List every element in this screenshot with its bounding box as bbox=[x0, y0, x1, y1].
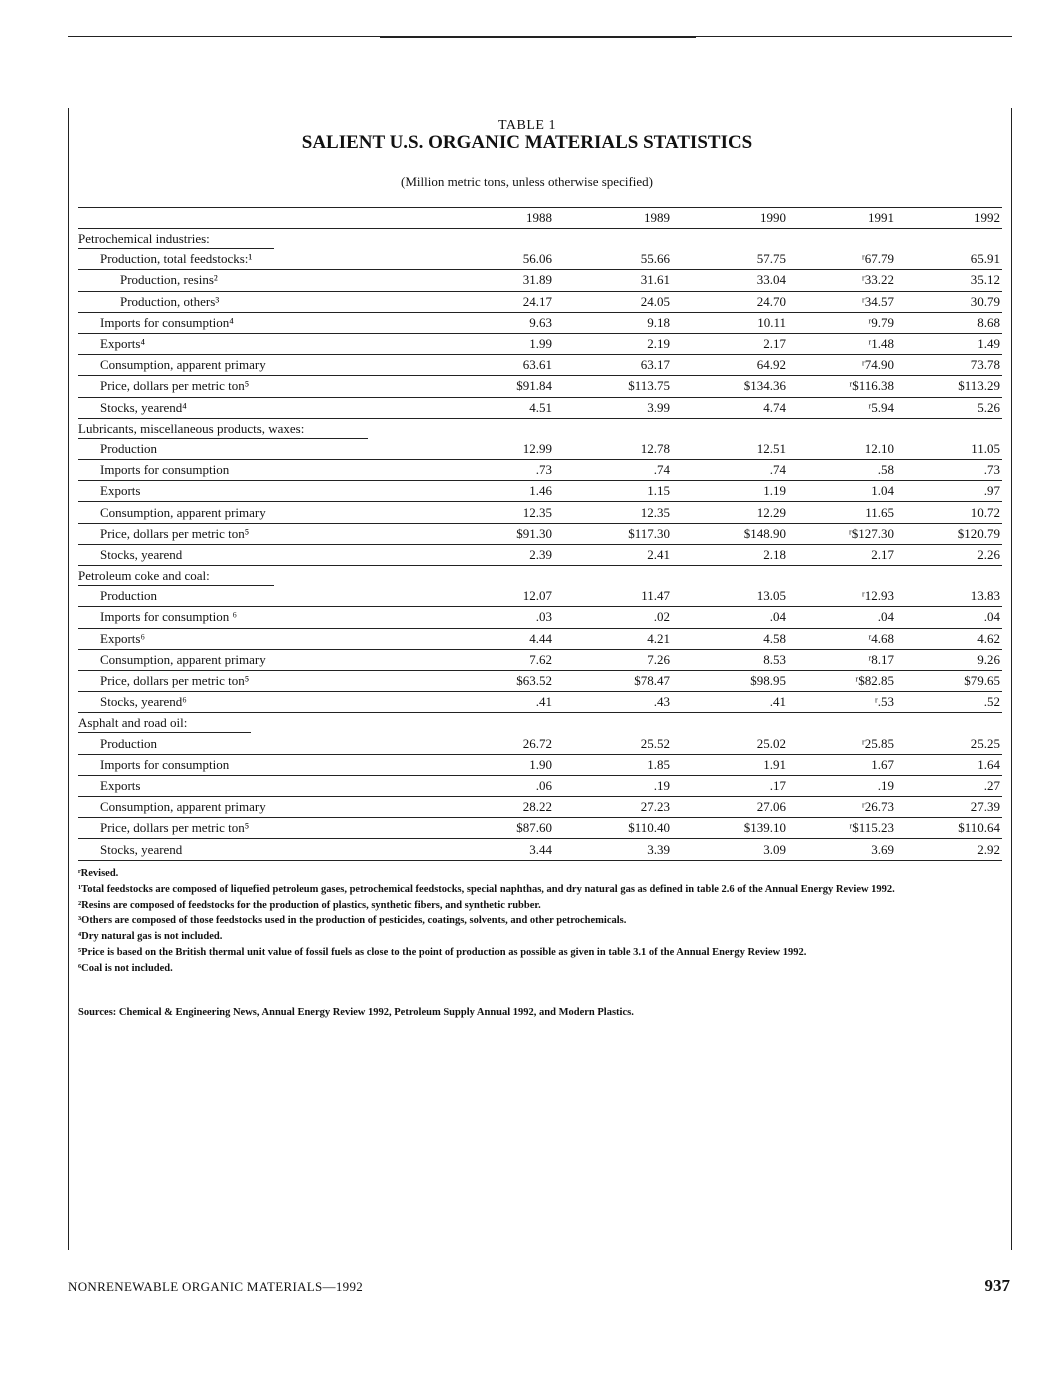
row-label: Consumption, apparent primary bbox=[78, 502, 434, 523]
value-cell: ʳ33.22 bbox=[788, 270, 896, 291]
table-row bbox=[78, 586, 1002, 607]
value-cell: .19 bbox=[788, 775, 896, 796]
value-cell: 12.51 bbox=[672, 439, 788, 460]
value-cell: $120.79 bbox=[896, 523, 1002, 544]
value-cell: 25.25 bbox=[896, 734, 1002, 755]
value-cell: ʳ$116.38 bbox=[788, 376, 896, 397]
value-cell: 2.92 bbox=[896, 839, 1002, 860]
empty-cell bbox=[554, 229, 672, 250]
row-label: Consumption, apparent primary bbox=[78, 649, 434, 670]
value-cell: ʳ$115.23 bbox=[788, 818, 896, 839]
value-cell: 3.44 bbox=[434, 839, 554, 860]
value-cell: .58 bbox=[788, 460, 896, 481]
value-cell: .02 bbox=[554, 607, 672, 628]
row-label: Exports⁶ bbox=[78, 628, 434, 649]
table-row bbox=[78, 797, 1002, 818]
table-subtitle: (Million metric tons, unless otherwise specified) bbox=[400, 174, 653, 189]
value-cell: 31.89 bbox=[434, 270, 554, 291]
value-cell: .52 bbox=[896, 692, 1002, 713]
table-row bbox=[78, 291, 1002, 312]
table-row bbox=[78, 607, 1002, 628]
value-cell: .73 bbox=[896, 460, 1002, 481]
value-cell: 3.39 bbox=[554, 839, 672, 860]
value-cell: 12.07 bbox=[434, 586, 554, 607]
section-heading-row bbox=[78, 229, 1002, 250]
empty-cell bbox=[434, 229, 554, 250]
row-label: Exports bbox=[78, 775, 434, 796]
section-heading: Asphalt and road oil: bbox=[78, 713, 251, 733]
empty-cell bbox=[554, 566, 672, 587]
value-cell: 5.26 bbox=[896, 397, 1002, 418]
value-cell: .06 bbox=[434, 775, 554, 796]
table-row bbox=[78, 502, 1002, 523]
value-cell: 31.61 bbox=[554, 270, 672, 291]
value-cell: 30.79 bbox=[896, 291, 1002, 312]
table-row bbox=[78, 649, 1002, 670]
empty-cell bbox=[672, 713, 788, 734]
value-cell: 1.99 bbox=[434, 333, 554, 354]
row-label: Stocks, yearend bbox=[78, 839, 434, 860]
table-row bbox=[78, 355, 1002, 376]
table-row bbox=[78, 818, 1002, 839]
value-cell: 24.17 bbox=[434, 291, 554, 312]
value-cell: 4.51 bbox=[434, 397, 554, 418]
table-row bbox=[78, 544, 1002, 565]
table-row bbox=[78, 270, 1002, 291]
table-number: TABLE 1 bbox=[498, 118, 556, 133]
table-row bbox=[78, 333, 1002, 354]
value-cell: ʳ5.94 bbox=[788, 397, 896, 418]
value-cell: ʳ34.57 bbox=[788, 291, 896, 312]
row-label: Stocks, yearend⁴ bbox=[78, 397, 434, 418]
value-cell: 12.29 bbox=[672, 502, 788, 523]
table-row bbox=[78, 523, 1002, 544]
value-cell: 4.44 bbox=[434, 628, 554, 649]
year-header: 1990 bbox=[672, 208, 788, 229]
value-cell: $139.10 bbox=[672, 818, 788, 839]
value-cell: 26.72 bbox=[434, 734, 554, 755]
running-title: NONRENEWABLE ORGANIC MATERIALS—1992 bbox=[68, 1279, 364, 1294]
empty-cell bbox=[672, 566, 788, 587]
footnotes bbox=[78, 866, 1002, 977]
section-heading-cell bbox=[78, 229, 434, 250]
value-cell: 35.12 bbox=[896, 270, 1002, 291]
value-cell: 1.49 bbox=[896, 333, 1002, 354]
value-cell: $148.90 bbox=[672, 523, 788, 544]
table-row bbox=[78, 775, 1002, 796]
row-label: Production, total feedstocks:¹ bbox=[78, 249, 434, 270]
footnote: ¹Total feedstocks are composed of liquefied petroleum gases, petrochemical feedstocks, special naphthas, and dry natural gas as defined in table 2.6 of the Annual Energy Review 1992. bbox=[78, 883, 895, 895]
value-cell: $110.64 bbox=[896, 818, 1002, 839]
empty-cell bbox=[896, 713, 1002, 734]
top-rule-accent bbox=[380, 36, 696, 38]
value-cell: $79.65 bbox=[896, 670, 1002, 691]
value-cell: $91.30 bbox=[434, 523, 554, 544]
row-label: Production, others³ bbox=[78, 291, 434, 312]
section-heading: Lubricants, miscellaneous products, waxes: bbox=[78, 419, 368, 439]
value-cell: 12.10 bbox=[788, 439, 896, 460]
value-cell: .43 bbox=[554, 692, 672, 713]
section-heading-cell bbox=[78, 418, 434, 439]
value-cell: 65.91 bbox=[896, 249, 1002, 270]
value-cell: 11.47 bbox=[554, 586, 672, 607]
empty-cell bbox=[896, 566, 1002, 587]
empty-cell bbox=[672, 418, 788, 439]
value-cell: $87.60 bbox=[434, 818, 554, 839]
value-cell: .04 bbox=[672, 607, 788, 628]
value-cell: 3.69 bbox=[788, 839, 896, 860]
empty-cell bbox=[788, 566, 896, 587]
table-row bbox=[78, 312, 1002, 333]
value-cell: 1.67 bbox=[788, 754, 896, 775]
table-row bbox=[78, 839, 1002, 860]
value-cell: .04 bbox=[896, 607, 1002, 628]
table-row bbox=[78, 397, 1002, 418]
year-header-row bbox=[78, 208, 1002, 229]
value-cell: .03 bbox=[434, 607, 554, 628]
row-label: Production, resins² bbox=[78, 270, 434, 291]
value-cell: 1.85 bbox=[554, 754, 672, 775]
footnote: ²Resins are composed of feedstocks for the production of plastics, synthetic fibers, and synthetic rubber. bbox=[78, 899, 541, 911]
value-cell: $117.30 bbox=[554, 523, 672, 544]
value-cell: 12.35 bbox=[554, 502, 672, 523]
footnote: ⁴Dry natural gas is not included. bbox=[78, 931, 223, 943]
row-label: Imports for consumption ⁶ bbox=[78, 607, 434, 628]
table-row bbox=[78, 439, 1002, 460]
value-cell: 2.41 bbox=[554, 544, 672, 565]
value-cell: .74 bbox=[554, 460, 672, 481]
empty-cell bbox=[896, 418, 1002, 439]
value-cell: ʳ$82.85 bbox=[788, 670, 896, 691]
value-cell: 4.74 bbox=[672, 397, 788, 418]
value-cell: 12.99 bbox=[434, 439, 554, 460]
value-cell: 1.64 bbox=[896, 754, 1002, 775]
empty-cell bbox=[788, 229, 896, 250]
value-cell: 2.26 bbox=[896, 544, 1002, 565]
row-label: Stocks, yearend bbox=[78, 544, 434, 565]
value-cell: 1.90 bbox=[434, 754, 554, 775]
value-cell: 55.66 bbox=[554, 249, 672, 270]
value-cell: 24.05 bbox=[554, 291, 672, 312]
footnote: ⁶Coal is not included. bbox=[78, 962, 173, 974]
value-cell: 13.83 bbox=[896, 586, 1002, 607]
value-cell: $113.75 bbox=[554, 376, 672, 397]
table-body bbox=[78, 229, 1002, 861]
value-cell: $78.47 bbox=[554, 670, 672, 691]
value-cell: 24.70 bbox=[672, 291, 788, 312]
value-cell: ʳ1.48 bbox=[788, 333, 896, 354]
row-label: Stocks, yearend⁶ bbox=[78, 692, 434, 713]
empty-cell bbox=[896, 229, 1002, 250]
value-cell: 27.06 bbox=[672, 797, 788, 818]
row-label: Production bbox=[78, 439, 434, 460]
value-cell: 12.35 bbox=[434, 502, 554, 523]
value-cell: 1.19 bbox=[672, 481, 788, 502]
table-row bbox=[78, 460, 1002, 481]
value-cell: 2.17 bbox=[788, 544, 896, 565]
footnote: ʳRevised. bbox=[78, 868, 119, 879]
value-cell: .97 bbox=[896, 481, 1002, 502]
value-cell: 8.53 bbox=[672, 649, 788, 670]
year-header: 1988 bbox=[434, 208, 554, 229]
row-label: Price, dollars per metric ton⁵ bbox=[78, 818, 434, 839]
value-cell: $113.29 bbox=[896, 376, 1002, 397]
value-cell: $110.40 bbox=[554, 818, 672, 839]
year-header: 1989 bbox=[554, 208, 672, 229]
value-cell: ʳ74.90 bbox=[788, 355, 896, 376]
row-label: Imports for consumption bbox=[78, 460, 434, 481]
page-number: 937 bbox=[984, 1276, 1010, 1295]
footnote: ³Others are composed of those feedstocks used in the production of pesticides, coatings, solvents, and other petrochemicals. bbox=[78, 915, 627, 927]
right-margin-rule bbox=[1011, 108, 1012, 1250]
empty-cell bbox=[554, 713, 672, 734]
value-cell: 9.26 bbox=[896, 649, 1002, 670]
value-cell: 2.39 bbox=[434, 544, 554, 565]
section-heading-row bbox=[78, 418, 1002, 439]
empty-cell bbox=[672, 229, 788, 250]
table-row bbox=[78, 692, 1002, 713]
value-cell: ʳ4.68 bbox=[788, 628, 896, 649]
value-cell: 7.26 bbox=[554, 649, 672, 670]
section-heading: Petroleum coke and coal: bbox=[78, 566, 274, 586]
value-cell: 33.04 bbox=[672, 270, 788, 291]
value-cell: ʳ67.79 bbox=[788, 249, 896, 270]
value-cell: .17 bbox=[672, 775, 788, 796]
section-heading-cell bbox=[78, 566, 434, 587]
table-title: SALIENT U.S. ORGANIC MATERIALS STATISTICS bbox=[301, 132, 753, 153]
left-margin-rule bbox=[68, 108, 69, 1250]
section-heading-cell bbox=[78, 713, 434, 734]
value-cell: 27.39 bbox=[896, 797, 1002, 818]
year-header: 1992 bbox=[896, 208, 1002, 229]
value-cell: ʳ$127.30 bbox=[788, 523, 896, 544]
statistics-table bbox=[78, 207, 1002, 861]
value-cell: ʳ.53 bbox=[788, 692, 896, 713]
footnote: ⁵Price is based on the British thermal unit value of fossil fuels as close to the point of production as possible as given in table 3.1 of the Annual Energy Review 1992. bbox=[78, 946, 807, 958]
value-cell: 1.91 bbox=[672, 754, 788, 775]
value-cell: .41 bbox=[434, 692, 554, 713]
empty-cell bbox=[434, 566, 554, 587]
row-label: Price, dollars per metric ton⁵ bbox=[78, 376, 434, 397]
value-cell: ʳ25.85 bbox=[788, 734, 896, 755]
value-cell: 56.06 bbox=[434, 249, 554, 270]
value-cell: ʳ8.17 bbox=[788, 649, 896, 670]
value-cell: 25.02 bbox=[672, 734, 788, 755]
value-cell: 64.92 bbox=[672, 355, 788, 376]
section-heading-row bbox=[78, 713, 1002, 734]
value-cell: 1.46 bbox=[434, 481, 554, 502]
value-cell: 57.75 bbox=[672, 249, 788, 270]
table-row bbox=[78, 628, 1002, 649]
value-cell: 3.09 bbox=[672, 839, 788, 860]
value-cell: 9.63 bbox=[434, 312, 554, 333]
section-heading: Petrochemical industries: bbox=[78, 229, 274, 249]
value-cell: 28.22 bbox=[434, 797, 554, 818]
empty-cell bbox=[788, 418, 896, 439]
value-cell: 3.99 bbox=[554, 397, 672, 418]
value-cell: 63.17 bbox=[554, 355, 672, 376]
value-cell: ʳ12.93 bbox=[788, 586, 896, 607]
value-cell: 12.78 bbox=[554, 439, 672, 460]
row-label: Price, dollars per metric ton⁵ bbox=[78, 523, 434, 544]
row-label: Imports for consumption⁴ bbox=[78, 312, 434, 333]
row-label-header bbox=[78, 208, 434, 229]
value-cell: ʳ26.73 bbox=[788, 797, 896, 818]
value-cell: 1.15 bbox=[554, 481, 672, 502]
value-cell: 8.68 bbox=[896, 312, 1002, 333]
value-cell: .19 bbox=[554, 775, 672, 796]
empty-cell bbox=[434, 418, 554, 439]
value-cell: 1.04 bbox=[788, 481, 896, 502]
value-cell: 7.62 bbox=[434, 649, 554, 670]
table-row bbox=[78, 249, 1002, 270]
value-cell: 2.19 bbox=[554, 333, 672, 354]
value-cell: 73.78 bbox=[896, 355, 1002, 376]
table-row bbox=[78, 670, 1002, 691]
row-label: Production bbox=[78, 734, 434, 755]
value-cell: .74 bbox=[672, 460, 788, 481]
row-label: Exports bbox=[78, 481, 434, 502]
value-cell: $98.95 bbox=[672, 670, 788, 691]
year-header: 1991 bbox=[788, 208, 896, 229]
value-cell: $63.52 bbox=[434, 670, 554, 691]
table-row bbox=[78, 376, 1002, 397]
value-cell: 4.58 bbox=[672, 628, 788, 649]
row-label: Consumption, apparent primary bbox=[78, 797, 434, 818]
value-cell: 2.17 bbox=[672, 333, 788, 354]
value-cell: 63.61 bbox=[434, 355, 554, 376]
value-cell: .41 bbox=[672, 692, 788, 713]
empty-cell bbox=[788, 713, 896, 734]
value-cell: $134.36 bbox=[672, 376, 788, 397]
value-cell: 11.65 bbox=[788, 502, 896, 523]
value-cell: 9.18 bbox=[554, 312, 672, 333]
row-label: Exports⁴ bbox=[78, 333, 434, 354]
value-cell: .04 bbox=[788, 607, 896, 628]
value-cell: 27.23 bbox=[554, 797, 672, 818]
table-row bbox=[78, 734, 1002, 755]
value-cell: 4.21 bbox=[554, 628, 672, 649]
row-label: Production bbox=[78, 586, 434, 607]
value-cell: 25.52 bbox=[554, 734, 672, 755]
row-label: Consumption, apparent primary bbox=[78, 355, 434, 376]
row-label: Imports for consumption bbox=[78, 754, 434, 775]
section-heading-row bbox=[78, 566, 1002, 587]
sources-note: Sources: Chemical & Engineering News, Annual Energy Review 1992, Petroleum Supply Annual 1992, and Modern Plastics. bbox=[78, 1007, 634, 1018]
value-cell: 10.11 bbox=[672, 312, 788, 333]
value-cell: 11.05 bbox=[896, 439, 1002, 460]
value-cell: 13.05 bbox=[672, 586, 788, 607]
value-cell: 2.18 bbox=[672, 544, 788, 565]
value-cell: $91.84 bbox=[434, 376, 554, 397]
value-cell: .27 bbox=[896, 775, 1002, 796]
empty-cell bbox=[434, 713, 554, 734]
value-cell: 10.72 bbox=[896, 502, 1002, 523]
table-row bbox=[78, 481, 1002, 502]
empty-cell bbox=[554, 418, 672, 439]
table-row bbox=[78, 754, 1002, 775]
value-cell: 4.62 bbox=[896, 628, 1002, 649]
value-cell: .73 bbox=[434, 460, 554, 481]
value-cell: ʳ9.79 bbox=[788, 312, 896, 333]
row-label: Price, dollars per metric ton⁵ bbox=[78, 670, 434, 691]
